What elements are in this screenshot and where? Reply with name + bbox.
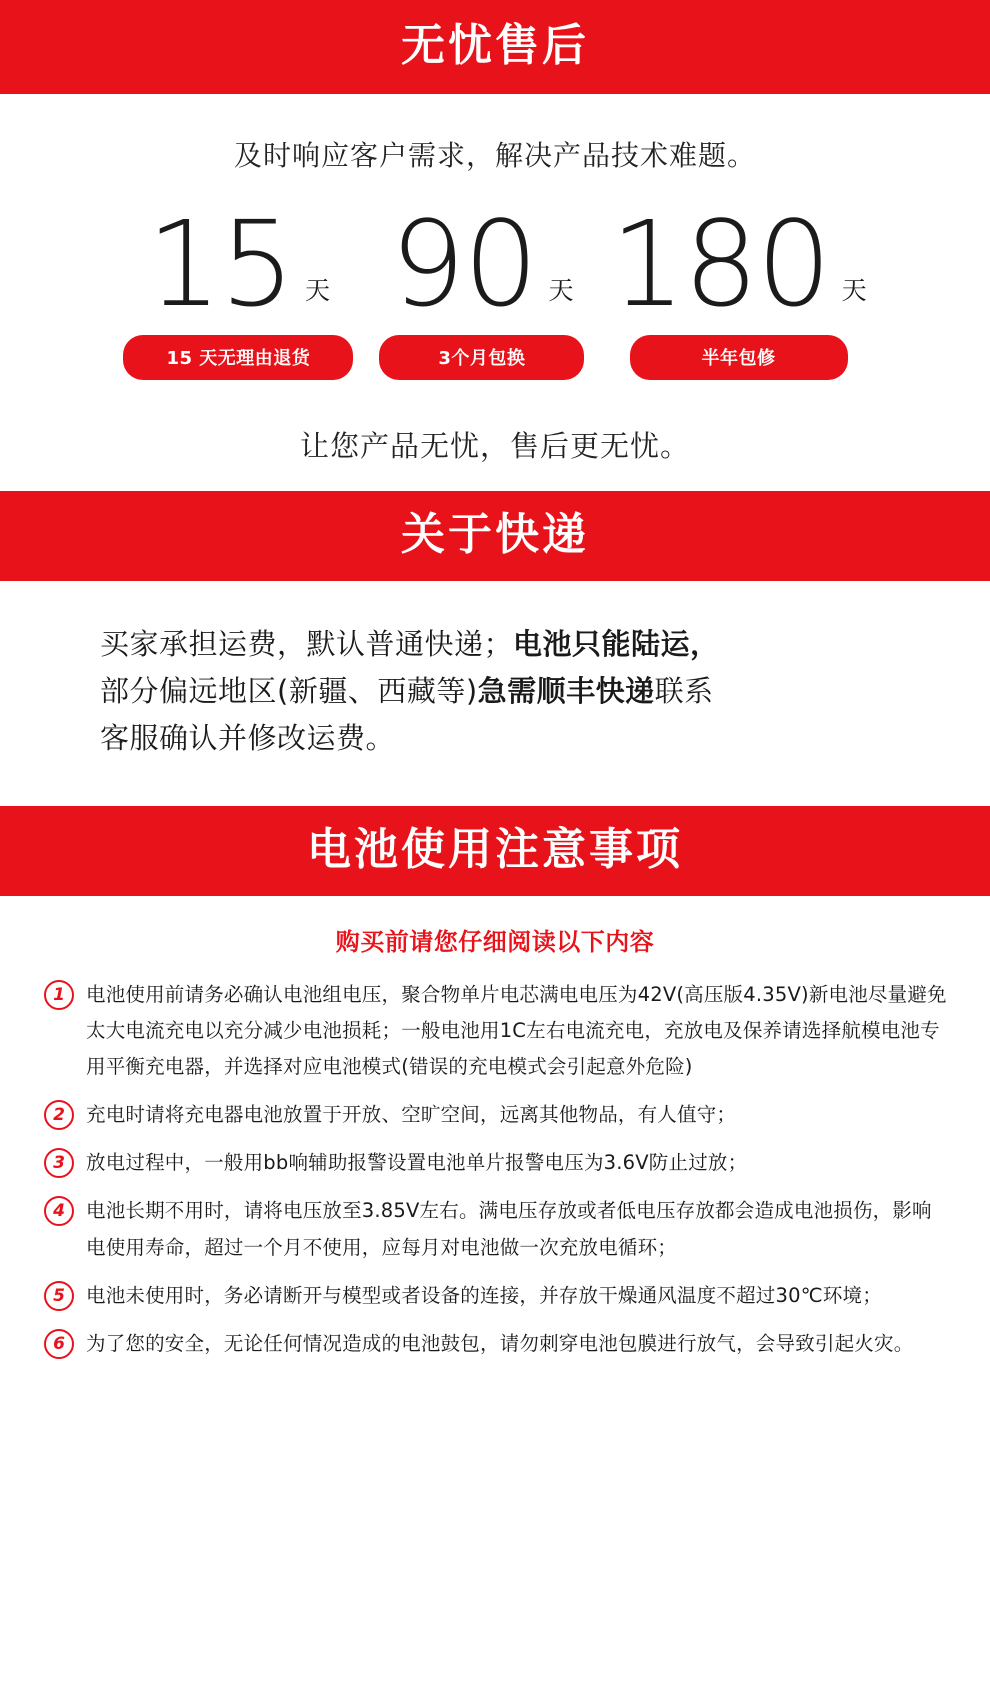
shipping-banner: 关于快递: [0, 491, 990, 581]
note-text: 电池使用前请务必确认电池组电压，聚合物单片电芯满电电压为42V(高压版4.35V)新电池尽量避免太大电流充电以充分减少电池损耗；一般电池用1C左右电流充电，充放电及保养请选择航模电池专用平衡充电器，并选择对应电池模式(错误的充电模式会引起意外危险): [86, 983, 947, 1079]
shipping-line2-c: 联系: [654, 674, 714, 709]
note-text: 电池未使用时，务必请断开与模型或者设备的连接，并存放干燥通风温度不超过30℃环境；: [86, 1283, 882, 1307]
note-index-badge: 4: [44, 1196, 74, 1226]
shipping-line3: 客服确认并修改运费。: [100, 721, 396, 756]
guarantee-number-line-1: [146, 195, 330, 333]
aftersales-subtitle: 及时响应客户需求，解决产品技术难题。: [233, 139, 756, 172]
note-index-badge: 6: [44, 1329, 74, 1359]
note-index-badge: 1: [44, 980, 74, 1010]
note-item: [0, 1326, 990, 1362]
guarantee-item-3: [610, 195, 867, 380]
guarantee-unit-2: 天: [548, 276, 574, 305]
note-text: 电池长期不用时，请将电压放至3.85V左右。满电压存放或者低电压存放都会造成电池损伤，影响电使用寿命，超过一个月不使用，应每月对电池做一次充放电循环；: [86, 1199, 932, 1259]
note-text: 充电时请将充电器电池放置于开放、空旷空间，远离其他物品，有人值守；: [86, 1103, 737, 1127]
guarantee-unit-1: 天: [304, 276, 330, 305]
shipping-section: [0, 581, 990, 806]
note-text: 为了您的安全，无论任何情况造成的电池鼓包，请勿刺穿电池包膜进行放气，会导致引起火灾。: [86, 1331, 914, 1355]
aftersales-closing: 让您产品无忧，售后更无忧。: [299, 429, 690, 464]
note-item: [0, 1193, 990, 1265]
guarantee-pill-3: 半年包修: [630, 335, 848, 380]
guarantee-item-1: [123, 195, 353, 380]
aftersales-section: [0, 134, 990, 491]
guarantee-item-2: [379, 195, 584, 380]
shipping-line2-b: 急需顺丰快递: [477, 674, 655, 709]
note-index-badge: 2: [44, 1100, 74, 1130]
aftersales-banner: 无忧售后: [0, 0, 990, 94]
guarantee-number-2: 90: [390, 195, 537, 333]
note-index-badge: 3: [44, 1148, 74, 1178]
guarantee-pill-1: 15 天无理由退货: [123, 335, 353, 380]
note-index-badge: 5: [44, 1281, 74, 1311]
shipping-line1-b: 电池只能陆运，: [513, 627, 720, 662]
guarantee-number-line-2: [390, 195, 574, 333]
shipping-line2-a: 部分偏远地区(新疆、西藏等): [100, 674, 478, 709]
guarantee-number-line-3: [610, 195, 867, 333]
notes-section: [0, 922, 990, 1424]
shipping-line1-a: 买家承担运费，默认普通快递；: [100, 627, 514, 662]
guarantee-list: [0, 195, 990, 380]
notes-subtitle: 购买前请您仔细阅读以下内容: [335, 928, 655, 957]
notes-banner: 电池使用注意事项: [0, 806, 990, 896]
note-text: 放电过程中，一般用bb响辅助报警设置电池单片报警电压为3.6V防止过放；: [86, 1151, 748, 1175]
note-item: [0, 1145, 990, 1181]
shipping-paragraph: [100, 621, 890, 762]
guarantee-number-1: 15: [146, 195, 293, 333]
guarantee-number-3: 180: [610, 195, 830, 333]
guarantee-unit-3: 天: [841, 276, 867, 305]
guarantee-pill-2: 3个月包换: [379, 335, 584, 380]
note-item: [0, 1097, 990, 1133]
note-item: [0, 1278, 990, 1314]
note-item: [0, 977, 990, 1085]
